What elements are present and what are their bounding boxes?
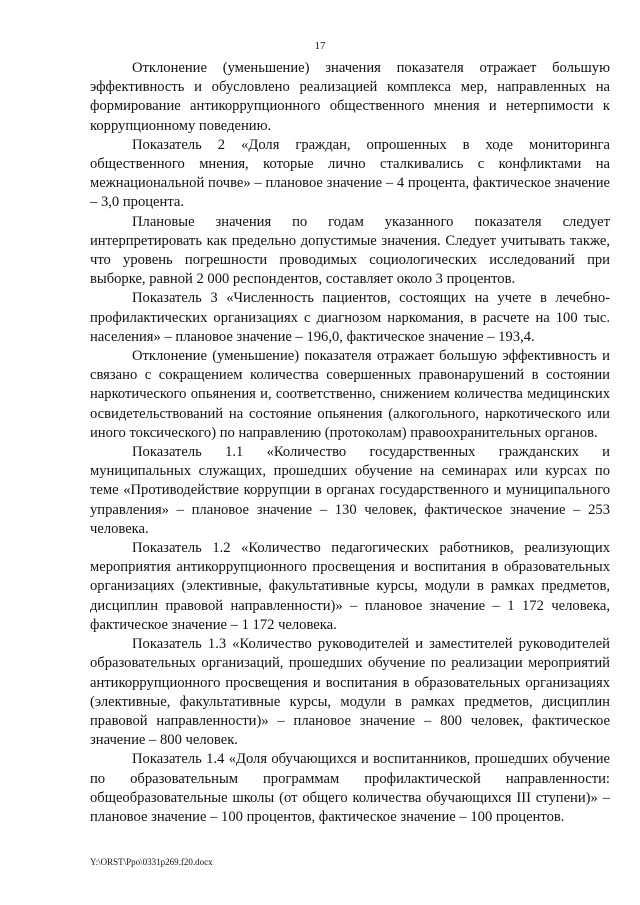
document-body bbox=[90, 59, 610, 827]
paragraph-indicator-3: Показатель 3 «Численность пациентов, состоящих на учете в лечебно-профилактических организациях с диагнозом наркомания, в расчете на 100 тыс. населения» – плановое значение – 196,0, фактическое значение – 193,4. bbox=[90, 290, 610, 345]
paragraph-deviation-narcotic: Отклонение (уменьшение) показателя отражает большую эффективность и связано с сокращением количества совершенных правонарушений в состоянии наркотического опьянения и, соответственно, снижением количества медицинских освидетельствований на состояние опьянения (алкогольного, наркотического или иного токсического) по направлению (протоколам) правоохранительных органов. bbox=[90, 348, 610, 441]
paragraph-indicator-1-3: Показатель 1.3 «Количество руководителей и заместителей руководителей образовательных организаций, прошедших обучение по реализации мероприятий антикоррупционного просвещения и воспитания в образовательных организациях (элективные, факультативные курсы, модули в рамках предметов, дисциплин правовой направленности)» – плановое значение – 800 человек, фактическое значение – 800 человек. bbox=[90, 636, 610, 749]
footer-file-path: Y:\ORST\Ppo\0331p269.f20.docx bbox=[90, 857, 213, 867]
paragraph-planned-values: Плановые значения по годам указанного показателя следует интерпретировать как предельно допустимые значения. Следует учитывать также, что уровень погрешности проводимых социологических исследований при выборке, равной 2 000 респондентов, составляет около 3 процентов. bbox=[90, 213, 610, 288]
paragraph-deviation-anticorruption: Отклонение (уменьшение) значения показателя отражает большую эффективность и обусловлено реализацией комплекса мер, направленных на формирование антикоррупционного общественного мнения и нетерпимости к коррупционному поведению. bbox=[90, 60, 610, 134]
page-number: 17 bbox=[314, 40, 326, 52]
paragraph-indicator-1-2: Показатель 1.2 «Количество педагогических работников, реализующих мероприятия антикоррупционного просвещения и воспитания в образовательных организациях (элективные, факультативные курсы, модули в рамках предметов, дисциплин правовой направленности)» – плановое значение – 1 172 человека, фактическое значение – 1 172 человека. bbox=[90, 540, 610, 633]
paragraph-indicator-1-4: Показатель 1.4 «Доля обучающихся и воспитанников, прошедших обучение по образовательным программам профилактической направленности: общеобразовательные школы (от общего количества обучающихся III ступени)» – плановое значение – 100 процентов, фактическое значение – 100 процентов. bbox=[90, 751, 610, 825]
paragraph-indicator-1-1: Показатель 1.1 «Количество государственных гражданских и муниципальных служащих, прошедших обучение на семинарах или курсах по теме «Противодействие коррупции в органах государственного и муниципального управления» – плановое значение – 130 человек, фактическое значение – 253 человека. bbox=[90, 444, 610, 537]
paragraph-indicator-2: Показатель 2 «Доля граждан, опрошенных в ходе мониторинга общественного мнения, которые лично сталкивались с конфликтами на межнациональной почве» – плановое значение – 4 процента, фактическое значение – 3,0 процента. bbox=[90, 136, 610, 211]
